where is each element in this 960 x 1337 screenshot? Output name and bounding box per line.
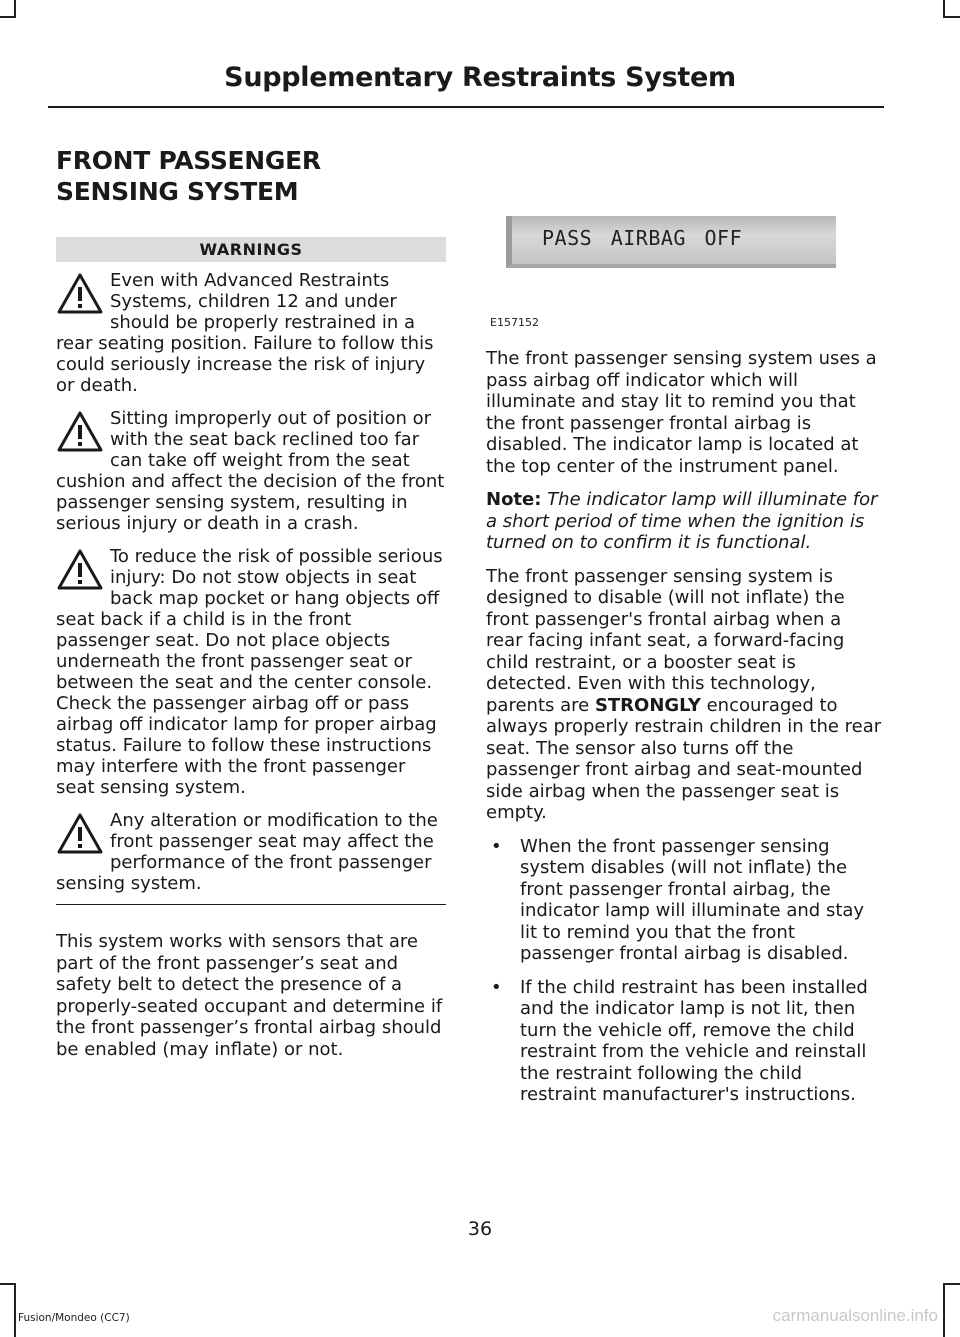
footer-model-label: Fusion/Mondeo (CC7) bbox=[18, 1312, 130, 1324]
pass-airbag-off-indicator: PASS AIRBAG OFF bbox=[506, 216, 836, 268]
crop-mark bbox=[14, 1283, 16, 1337]
note-paragraph bbox=[486, 489, 882, 554]
warning-text: To reduce the risk of possible serious injury: Do not stow objects in seat back map pocket or hang objects off seat back if a child is in the front passenger seat. Do not place objects underneath the front passenger seat or between the seat and the center console. Check the passenger airbag off or pass airbag off indicator lamp for proper airbag status. Failure to follow these instructions may interfere with the front passenger seat sensing system. bbox=[56, 546, 443, 798]
crop-mark bbox=[943, 1283, 945, 1337]
warning-item bbox=[56, 408, 446, 534]
warning-item bbox=[56, 546, 446, 798]
indicator-figure bbox=[486, 210, 882, 330]
note-text: The indicator lamp will illuminate for a short period of time when the ignition is turned on to confirm it is functional. bbox=[486, 489, 878, 553]
list-item-text: If the child restraint has been installed and the indicator lamp is not lit, then turn the vehicle off, remove the child restraint from the vehicle and reinstall the restraint following the child restraint manufacturer's instructions. bbox=[520, 976, 868, 1105]
bullet-mark: • bbox=[491, 835, 502, 857]
crop-mark bbox=[944, 16, 960, 18]
warning-text: Sitting improperly out of position or with the seat back reclined too far can take off weight from the seat cushion and affect the decision of the front passenger sensing system, resulting in serious injury or death in a crash. bbox=[56, 408, 445, 534]
paragraph-text: encouraged to always properly restrain children in the rear seat. The sensor also turns off the passenger front airbag and seat-mounted side airbag when the passenger seat is empty. bbox=[486, 694, 882, 823]
warning-item bbox=[56, 270, 446, 396]
warning-triangle-icon bbox=[56, 272, 104, 316]
header-rule bbox=[48, 106, 884, 108]
disable-description-paragraph bbox=[486, 566, 882, 824]
warning-text: Even with Advanced Restraints Systems, children 12 and under should be properly restrained in a rear seating position. Failure to follow this could seriously increase the risk of injury or death. bbox=[56, 270, 434, 396]
crop-mark bbox=[0, 16, 16, 18]
system-description-paragraph: This system works with sensors that are part of the front passenger’s seat and safety belt to detect the presence of a properly-seated occupant and determine if the front passenger’s frontal airbag should be enabled (may inflate) or not. bbox=[56, 931, 443, 1060]
list-item bbox=[486, 836, 882, 965]
left-column bbox=[56, 145, 446, 1072]
right-column bbox=[486, 210, 882, 1118]
warnings-heading: WARNINGS bbox=[56, 237, 446, 262]
watermark: carmanualsonline.info bbox=[772, 1306, 938, 1325]
warning-triangle-icon bbox=[56, 410, 104, 454]
warning-text: Any alteration or modification to the front passenger seat may affect the performance of the front passenger sensing system. bbox=[56, 810, 438, 894]
crop-mark bbox=[944, 1283, 960, 1285]
emphasis-strongly: STRONGLY bbox=[594, 694, 701, 716]
indicator-description-paragraph: The front passenger sensing system uses a pass airbag off indicator which will illuminate and stay lit to remind you that the front passenger frontal airbag is disabled. The indicator lamp is located at the top center of the instrument panel. bbox=[486, 348, 877, 477]
list-item bbox=[486, 977, 882, 1106]
warning-triangle-icon bbox=[56, 812, 104, 856]
bullet-list bbox=[486, 836, 882, 1106]
page-number: 36 bbox=[467, 1218, 493, 1240]
crop-mark bbox=[0, 1283, 16, 1285]
bullet-mark: • bbox=[491, 976, 502, 998]
list-item-text: When the front passenger sensing system disables (will not inflate) the front passenger frontal airbag, the indicator lamp will illuminate and stay lit to remind you that the front passenger frontal airbag is disabled. bbox=[520, 835, 865, 964]
paragraph-text: The front passenger sensing system is designed to disable (will not inflate) the front passenger's frontal airbag when a rear facing infant seat, a forward-facing child restraint, or a booster seat is detected. Even with this technology, parents are bbox=[486, 565, 845, 716]
section-title: FRONT PASSENGER SENSING SYSTEM bbox=[56, 146, 321, 206]
note-label: Note: bbox=[486, 489, 542, 510]
warning-item bbox=[56, 810, 446, 894]
figure-id: E157152 bbox=[490, 316, 539, 329]
page-header-title: Supplementary Restraints System bbox=[224, 62, 736, 93]
warnings-list bbox=[56, 270, 446, 905]
warning-triangle-icon bbox=[56, 548, 104, 592]
